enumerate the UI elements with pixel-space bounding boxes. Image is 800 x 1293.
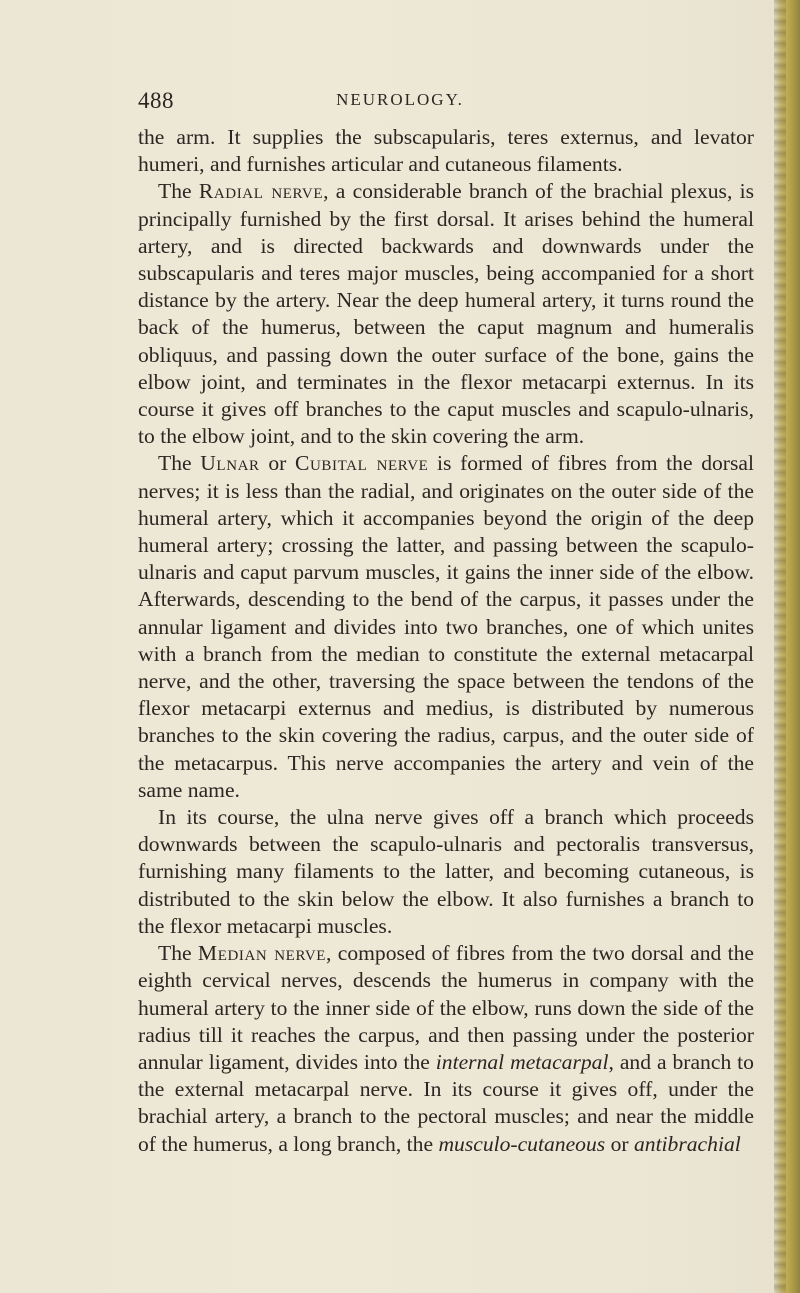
page-header <box>0 88 800 118</box>
section-heading: Ulnar <box>200 451 260 476</box>
section-heading: Median nerve <box>197 941 327 966</box>
paragraph-text: , a considerable branch of the brachial plexus, is principally furnished by the first dorsal. It arises behind the humeral artery, and is directed backwards and downwards under the subscapularis and teres major muscles, being accompanied for a short distance by the artery. Near the deep humeral artery, it turns round the back of the humerus, between the caput magnum and humeralis obliquus, and passing down the outer surface of the bone, gains the elbow joint, and terminates in the flexor metacarpi externus. In its course it gives off branches to the caput muscles and scapulo-ulnaris, to the elbow joint, and to the skin covering the arm. <box>138 179 754 449</box>
paragraph <box>138 178 754 450</box>
page-edge-shadow <box>774 0 786 1293</box>
paragraph <box>138 124 754 178</box>
italic-term: internal metacarpal <box>435 1049 609 1074</box>
italic-term: antibrachial <box>633 1131 741 1156</box>
paragraph-lead: The <box>158 179 199 204</box>
paragraph-lead: The <box>158 941 198 966</box>
paragraph-text: the arm. It supplies the subscapularis, teres externus, and levator humeri, and furnishes articular and cutaneous filaments. <box>138 125 754 177</box>
paragraph <box>138 940 754 1158</box>
paragraph-text: is formed of fibres from the dorsal nerves; it is less than the radial, and originates on the outer side of the humeral artery, which it accompanies beyond the origin of the deep humeral artery; crossing the latter, and passing between the scapulo-ulnaris and caput parvum muscles, it gains the inner side of the elbow. Afterwards, descending to the bend of the carpus, it passes under the annular ligament and divides into two branches, one of which unites with a branch from the median to constitute the external metacarpal nerve, and the other, traversing the space between the tendons of the flexor metacarpi externus and medius, is distributed by numerous branches to the skin covering the radius, carpus, and the outer side of the metacarpus. This nerve accompanies the artery and vein of the same name. <box>138 451 754 802</box>
paragraph-text: In its course, the ulna nerve gives off a branch which proceeds downwards between the scapulo-ulnaris and pectoralis transversus, furnishing many filaments to the latter, and becoming cutaneous, is distributed to the skin below the elbow. It also furnishes a branch to the flexor metacarpi muscles. <box>138 805 754 938</box>
paragraph-text: , composed of fibres from the two dorsal and the eighth cervical nerves, descends the humerus in company with the humeral artery to the inner side of the elbow, runs down the side of the radius till it reaches the carpus, and then passing under the posterior annular ligament, divides into the <box>138 941 754 1074</box>
italic-term: musculo-cutaneous <box>438 1131 606 1156</box>
paragraph-joiner: or <box>259 451 295 476</box>
paragraph-text: , and a branch to the external metacarpal nerve. In its course it gives off, under the brachial artery, a branch to the pectoral muscles; and near the middle of the humerus, a long branch, the <box>138 1049 754 1156</box>
paragraph <box>138 450 754 804</box>
paragraph-text: or <box>605 1131 634 1156</box>
paragraph <box>138 804 754 940</box>
section-heading-alt: Cubital nerve <box>294 451 429 476</box>
body-text <box>138 124 754 1158</box>
section-heading: Radial nerve <box>198 179 324 204</box>
running-head: NEUROLOGY. <box>336 90 464 109</box>
page-number: 488 <box>138 88 174 113</box>
paragraph-lead: The <box>158 451 201 476</box>
